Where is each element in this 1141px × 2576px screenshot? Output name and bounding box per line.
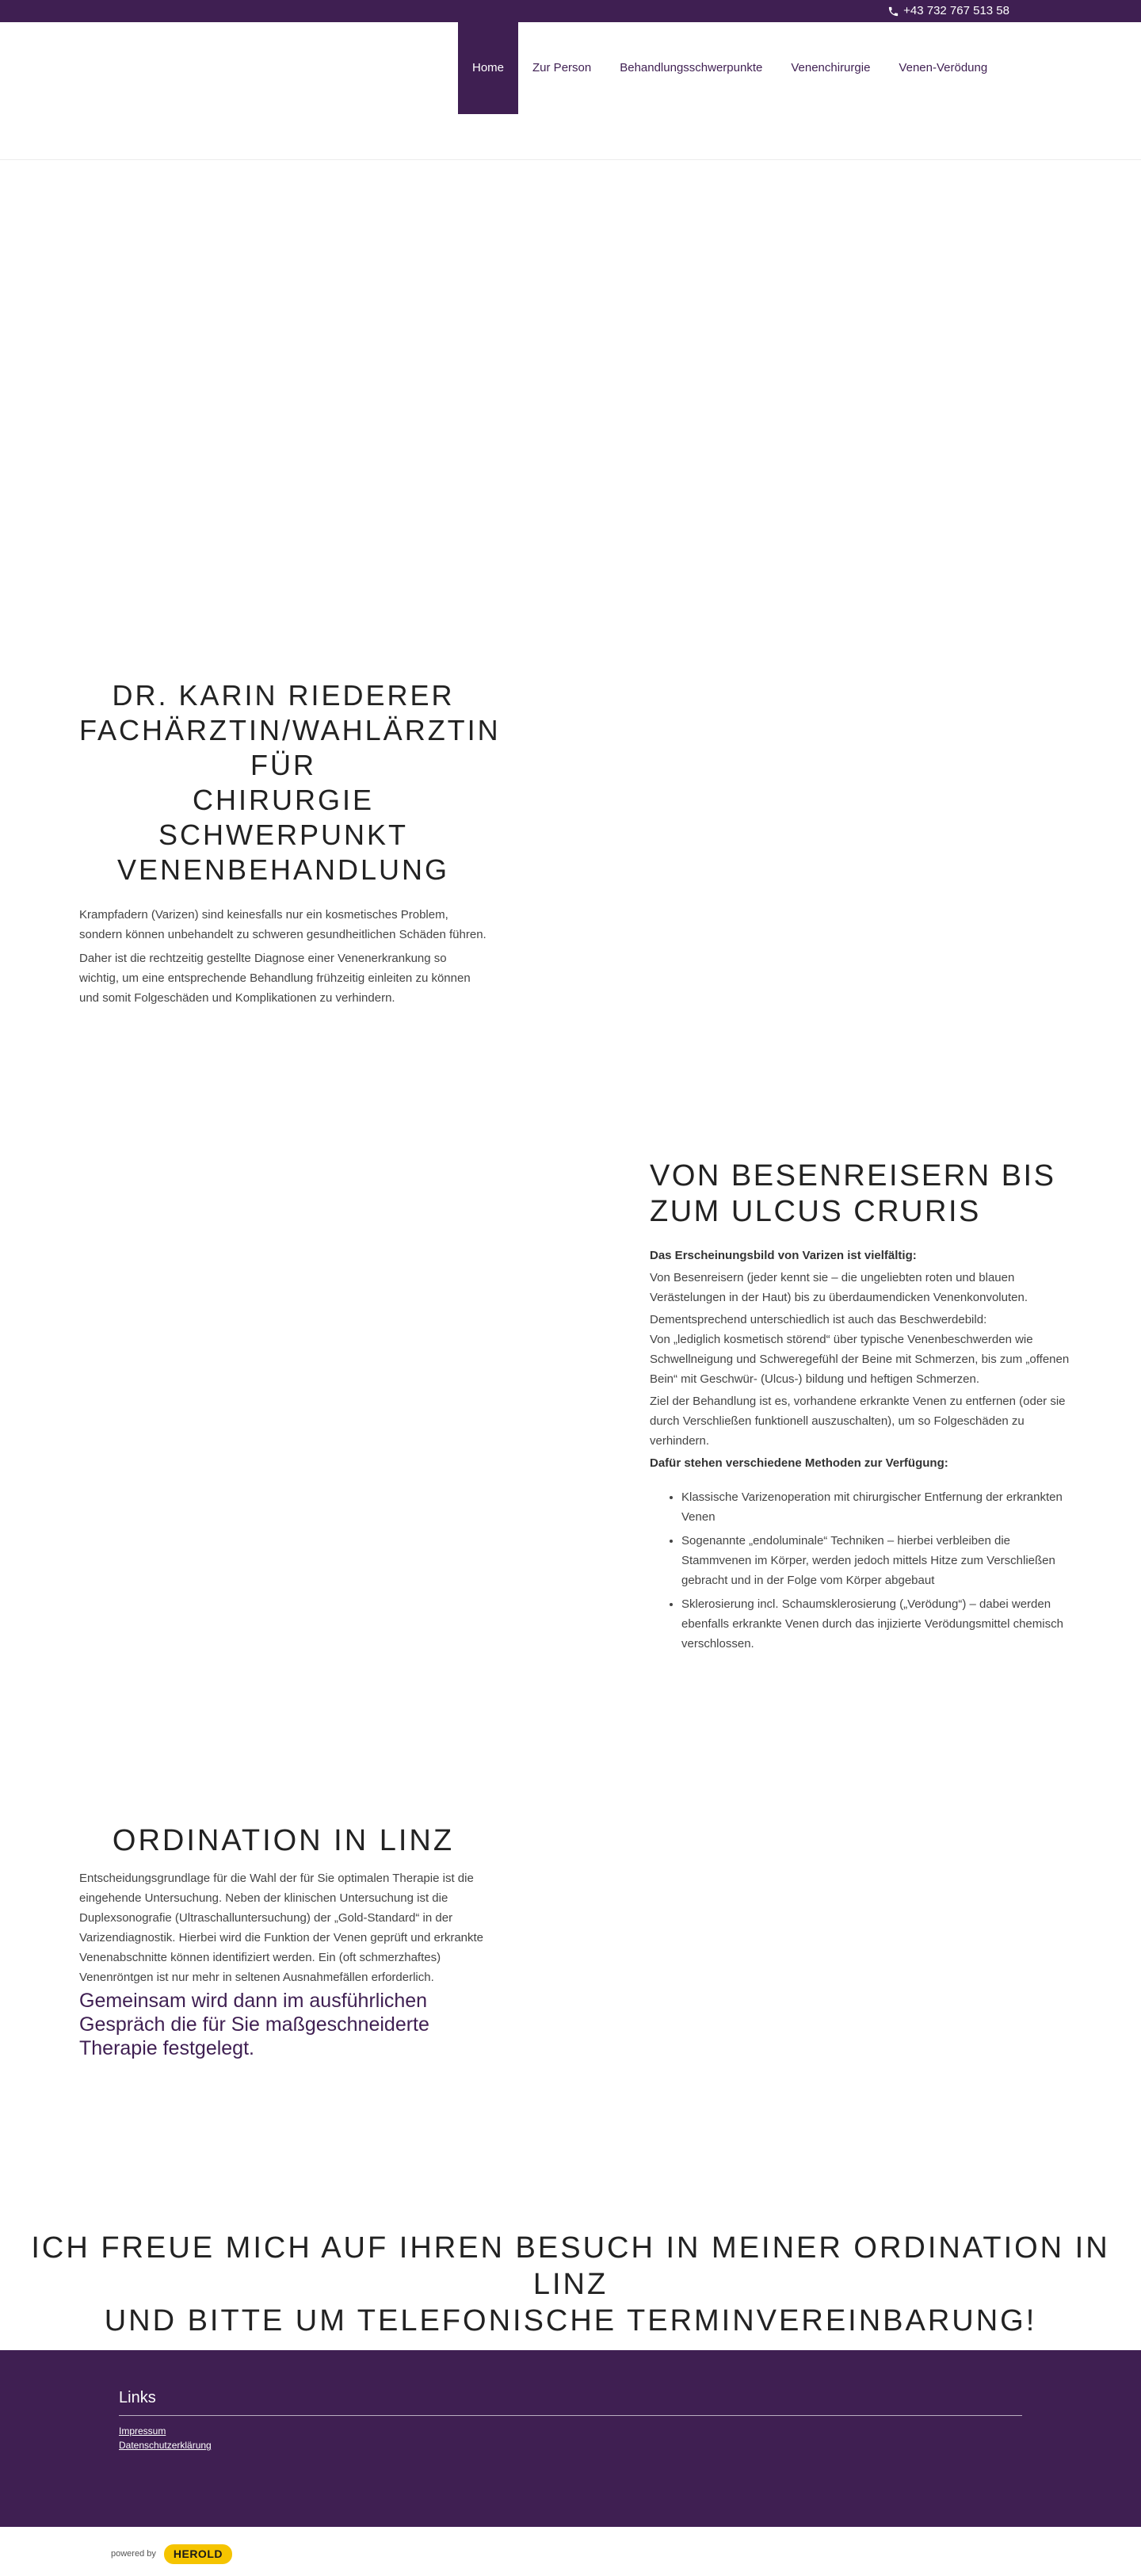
varizen-section — [650, 1158, 1070, 1658]
nav-item-venen-veroedung[interactable]: Venen-Verödung — [899, 61, 988, 74]
intro-title — [79, 678, 501, 887]
powered-by-label: powered by — [111, 2549, 156, 2559]
intro-paragraph: Daher ist die rechtzeitig gestellte Diagnose einer Venenerkrankung so wichtig, um eine entsprechende Behandlung frühzeitig einleiten zu können und somit Folgeschäden und Komplikationen zu verhindern. — [79, 952, 471, 1005]
nav-item-behandlungsschwerpunkte[interactable]: Behandlungsschwerpunkte — [620, 61, 763, 74]
ordination-title: ORDINATION IN LINZ — [112, 1824, 455, 1857]
varizen-paragraph-line: Dementsprechend unterschiedlich ist auch das Beschwerdebild: — [650, 1313, 987, 1326]
closing-title-line: ICH FREUE MICH AUF IHREN BESUCH IN MEINER ORDINATION IN LINZ — [31, 2231, 1110, 2301]
footer-link-impressum[interactable]: Impressum — [119, 2425, 166, 2437]
varizen-paragraph: Von Besenreisern (jeder kennt sie – die ungeliebten roten und blauen Verästelungen in der Haut) bis zu überdaumendicken Venenkonvoluten. — [650, 1271, 1028, 1304]
nav-item-zur-person[interactable]: Zur Person — [532, 61, 592, 74]
powered-by-link[interactable] — [111, 2544, 232, 2564]
site-header — [0, 22, 1141, 160]
intro-title-line: CHIRURGIE — [192, 784, 374, 816]
nav-item-home[interactable]: Home — [458, 22, 518, 114]
list-item: • Sogenannte „endoluminale“ Techniken – hierbei verbleiben die Stammvenen im Körper, werden jedoch mittels Hitze zum Verschließen gebracht und in der Folge vom Körper abgebaut — [681, 1531, 1070, 1590]
footer-link-datenschutz[interactable]: Datenschutzerklärung — [119, 2440, 212, 2451]
site-footer — [0, 2350, 1141, 2527]
ordination-lead: Gemeinsam wird dann im ausführlichen Gespräch die für Sie maßgeschneiderte Therapie festgelegt. — [79, 1990, 429, 2059]
herold-logo: HEROLD — [164, 2544, 232, 2564]
varizen-paragraph: Ziel der Behandlung ist es, vorhandene erkrankte Venen zu entfernen (oder sie durch Verschließen funktionell auszuschalten), um so Folgeschäden zu verhindern. — [650, 1395, 1066, 1448]
footer-links-widget — [119, 2388, 1022, 2452]
methods-list — [681, 1487, 1070, 1654]
intro-title-line: DR. KARIN RIEDERER — [112, 679, 455, 712]
intro-paragraph: Krampfadern (Varizen) sind keinesfalls nur ein kosmetisches Problem, sondern können unbehandelt zu schweren gesundheitlichen Schäden führen. — [79, 908, 487, 941]
intro-section — [79, 678, 501, 1012]
phone-link[interactable] — [887, 3, 1009, 19]
intro-title-line: FACHÄRZTIN/WAHLÄRZTIN FÜR — [79, 714, 501, 781]
closing-title — [0, 2230, 1141, 2339]
intro-title-line: VENENBEHANDLUNG — [116, 853, 450, 886]
varizen-paragraph-line: Von „lediglich kosmetisch störend“ über typische Venenbeschwerden wie Schwellneigung und Schweregefühl der Beine mit Schmerzen, bis zum „offenen Bein“ mit Geschwür- (Ulcus-) bildung und heftigen Schmerzen. — [650, 1333, 1070, 1386]
intro-title-line: SCHWERPUNKT — [158, 819, 408, 851]
closing-section — [0, 2230, 1141, 2339]
closing-title-line: UND BITTE UM TELEFONISCHE TERMINVEREINBARUNG! — [104, 2304, 1037, 2337]
top-bar — [0, 0, 1141, 22]
bottom-bar — [0, 2527, 1141, 2576]
varizen-title: VON BESENREISERN BIS ZUM ULCUS CRURIS — [650, 1159, 1056, 1228]
main-navigation — [458, 22, 1002, 114]
varizen-paragraph — [650, 1310, 1070, 1389]
footer-heading: Links — [119, 2388, 1022, 2416]
phone-icon — [887, 6, 899, 17]
ordination-section — [79, 1821, 487, 2060]
methods-title: Dafür stehen verschiedene Methoden zur Verfügung: — [650, 1456, 948, 1470]
phone-number: +43 732 767 513 58 — [903, 4, 1009, 17]
ordination-text: Entscheidungsgrundlage für die Wahl der für Sie optimalen Therapie ist die eingehende Untersuchung. Neben der klinischen Untersuchung ist die Duplexsonografie (Ultraschalluntersuchung) der „Gold-Standard“ in der Varizendiagnostik. Hierbei wird die Funktion der Venen geprüft und erkrankte Venenabschnitte können identifiziert werden. Ein (oft schmerzhaftes) Venenröntgen ist nur mehr in seltenen Ausnahmefällen erforderlich. — [79, 1872, 484, 1984]
list-item: • Klassische Varizenoperation mit chirurgischer Entfernung der erkrankten Venen — [681, 1487, 1070, 1527]
nav-item-venenchirurgie[interactable]: Venenchirurgie — [791, 61, 871, 74]
varizen-subtitle: Das Erscheinungsbild von Varizen ist vielfältig: — [650, 1249, 917, 1262]
list-item: • Sklerosierung incl. Schaumsklerosierung („Verödung“) – dabei werden ebenfalls erkrankte Venen durch das injizierte Verödungsmittel chemisch verschlossen. — [681, 1594, 1070, 1654]
